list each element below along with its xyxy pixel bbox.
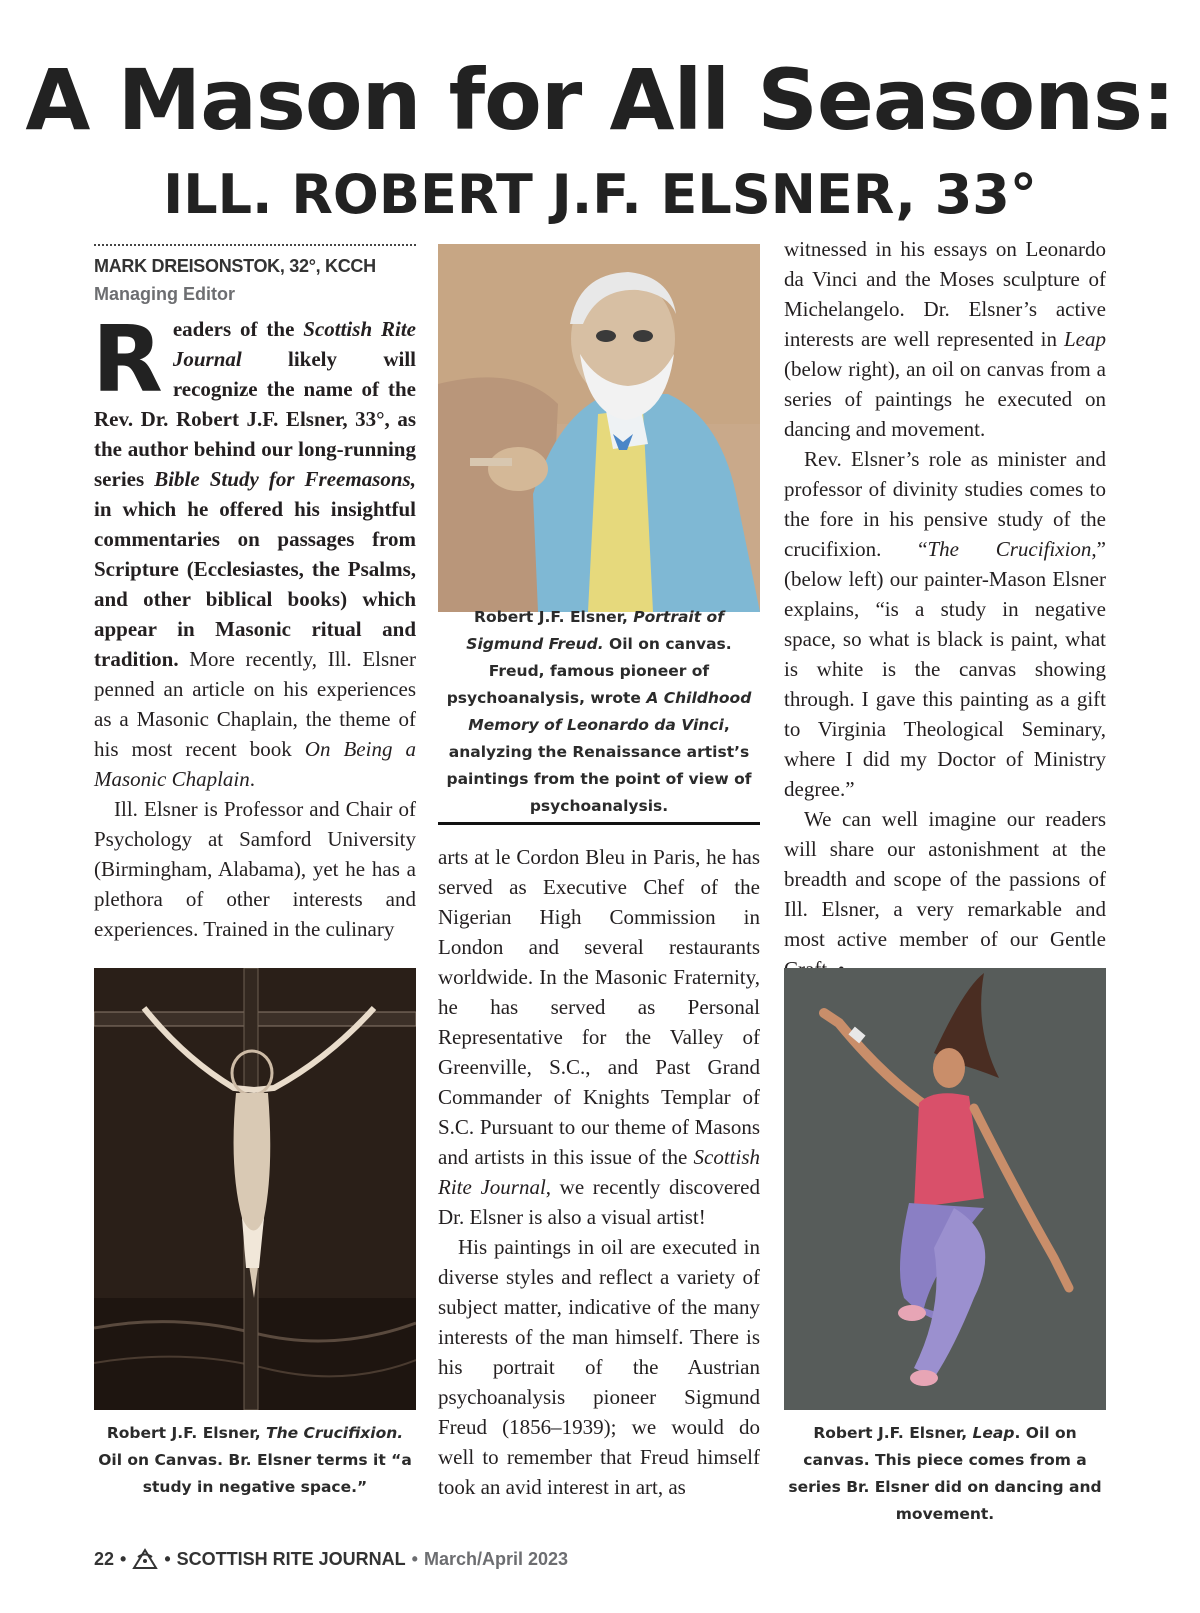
article-title: A Mason for All Seasons: xyxy=(25,51,1175,149)
crucifixion-painting-image xyxy=(94,968,416,1410)
paragraph: Readers of the Scottish Rite Journal likely will recognize the name of the Rev. Dr. Robert J.F. Elsner, 33°, as the author behind our long-running series Bible Study for Freemasons, in which he offered his insightful commentaries on passages from Scripture (Ecclesiastes, the Psalms, and other biblical books) which appear in Masonic ritual and tradition. More recently, Ill. Elsner penned an article on his experiences as a Masonic Chaplain, the theme of his most recent book On Being a Masonic Chaplain. xyxy=(92,306,416,791)
double-headed-eagle-icon xyxy=(132,1548,158,1570)
article-column-3 xyxy=(784,234,1106,984)
crucifixion-caption: Robert J.F. Elsner, The Crucifixion. Oil on Canvas. Br. Elsner terms it “a study in negative space.” xyxy=(98,1424,412,1496)
byline-divider xyxy=(94,244,416,246)
article-column-2 xyxy=(438,842,760,1502)
paragraph: arts at le Cordon Bleu in Paris, he has served as Executive Chef of the Nigerian High Commission in London and several restaurants worldwide. In the Masonic Fraternity, he has served as Personal Representative for the Valley of Greenville, S.C., and Past Grand Commander of Knights Templar of S.C. Pursuant to our theme of Masons and artists in this issue of the Scottish Rite Journal, we recently discovered Dr. Elsner is also a visual artist! xyxy=(438,845,760,1229)
paragraph: His paintings in oil are executed in diverse styles and reflect a variety of subject matter, indicative of the many interests of the man himself. There is his portrait of the Austrian psychoanalysis pioneer Sigmund Freud (1856–1939); we would do well to remember that Freud himself took an avid interest in art, as xyxy=(438,1235,760,1499)
lead-text: eaders of the Scottish Rite Journal likely will recognize the name of the Rev. Dr. Robert J.F. Elsner, 33°, as the author behind our long-running series Bible Study for Freemasons, in which he offered his insightful commentaries on passages from Scripture (Ecclesiastes, the Psalms, and other biblical books) which appear in Masonic ritual and tradition. xyxy=(94,317,416,671)
paragraph: Ill. Elsner is Professor and Chair of Psychology at Samford University (Birmingham, Alabama), yet he has a plethora of other interests and experiences. Trained in the culinary xyxy=(94,797,416,941)
column-divider xyxy=(438,822,760,825)
leap-caption: Robert J.F. Elsner, Leap. Oil on canvas. This piece comes from a series Br. Elsner did on dancing and movement. xyxy=(788,1424,1102,1523)
author-name: MARK DREISONSTOK, 32°, KCCH xyxy=(94,256,376,276)
footer-separator: • xyxy=(411,1548,418,1569)
article-column-1 xyxy=(92,306,416,944)
issue-date: March/April 2023 xyxy=(423,1548,569,1569)
paragraph: We can well imagine our readers will share our astonishment at the breadth and scope of the passions of Ill. Elsner, a very remarkable and most active member of our Gentle xyxy=(784,807,1106,951)
footer-separator: • xyxy=(164,1548,171,1569)
freud-caption: Robert J.F. Elsner, Portrait of Sigmund Freud. Oil on canvas. Freud, famous pioneer of psychoanalysis, wrote A Childhood Memory of Leonardo da Vinci, analyzing the Renaissance artist’s paintings from the point of view of psychoanalysis. xyxy=(446,608,752,815)
article-subtitle: ILL. ROBERT J.F. ELSNER, 33° xyxy=(163,163,1037,226)
paragraph: Rev. Elsner’s role as minister and professor of divinity studies comes to the fore in his pensive study of the crucifixion. “The Crucifixion,” (below left) our painter-Mason Elsner explains, “is a study in negative space, so what is black is paint, what is white is the canvas showing through. I gave this painting as a gift to Virginia Theological Seminary, where I did my Doctor of Ministry degree.” xyxy=(784,447,1106,801)
drop-cap: R xyxy=(92,306,163,413)
footer-separator: • xyxy=(120,1548,127,1569)
journal-name: SCOTTISH RITE JOURNAL xyxy=(176,1548,406,1569)
leap-painting-image xyxy=(784,968,1106,1410)
page-number: 22 xyxy=(94,1548,115,1569)
page-footer xyxy=(94,1548,568,1570)
author-role: Managing Editor xyxy=(94,284,235,304)
freud-portrait-image xyxy=(438,244,760,612)
paragraph: witnessed in his essays on Leonardo da Vinci and the Moses sculpture of Michelangelo. Dr. Elsner’s active interests are well represented in Leap (below right), an oil on canvas from a series of paintings he executed on dancing and movement. xyxy=(784,237,1106,441)
